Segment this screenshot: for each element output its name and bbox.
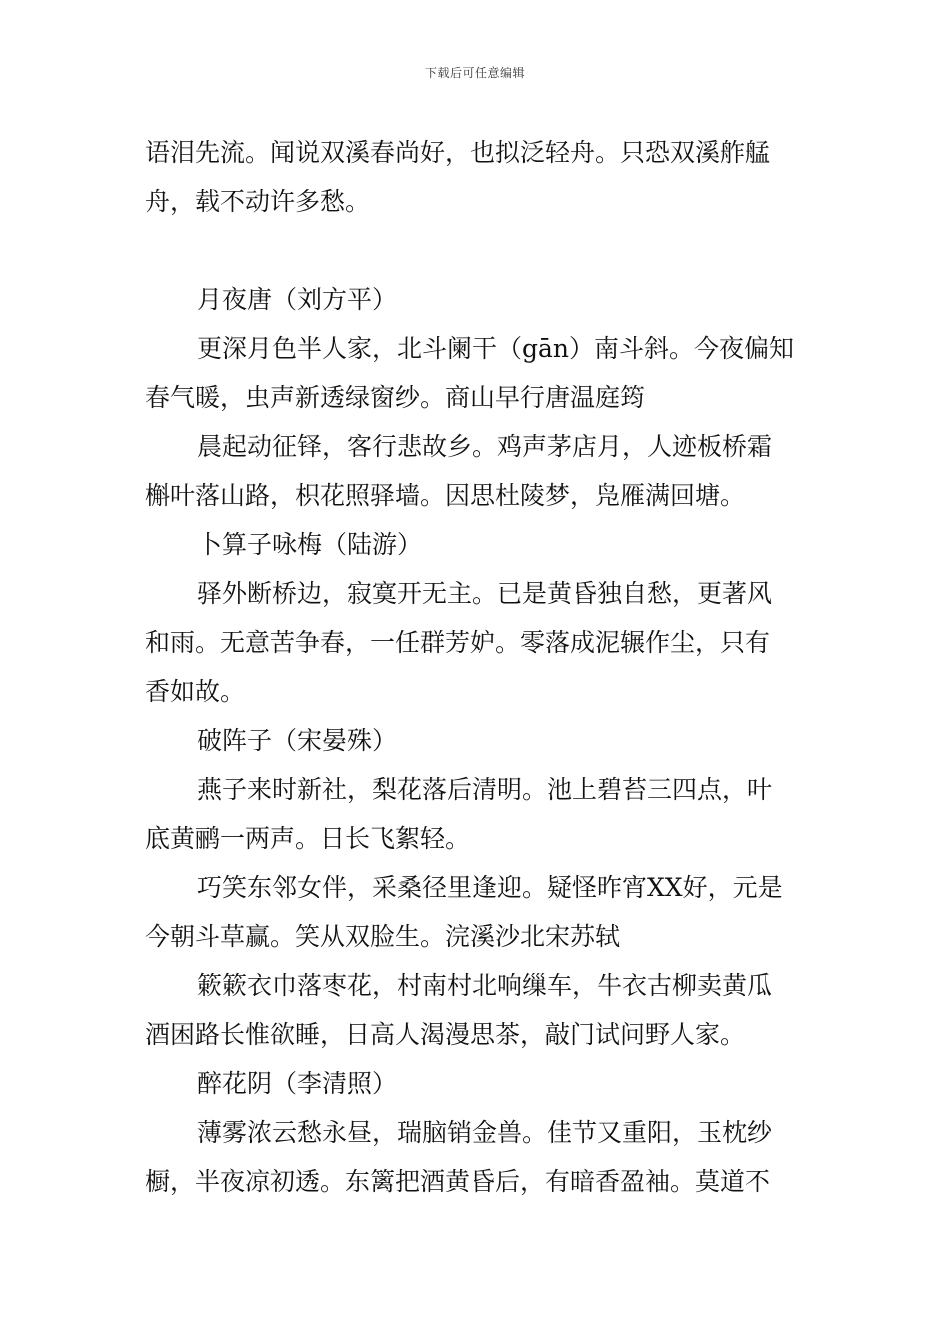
text-line: 破阵子（宋晏殊） bbox=[197, 726, 398, 755]
text-line: 月夜唐（刘方平） bbox=[197, 285, 398, 314]
text-line: 醉花阴（李清照） bbox=[197, 1069, 398, 1098]
text-line: 燕子来时新社，梨花落后清明。池上碧苔三四点，叶 bbox=[197, 775, 773, 804]
text-line: 薄雾浓云愁永昼，瑞脑销金兽。佳节又重阳，玉枕纱 bbox=[197, 1118, 773, 1147]
text-line: 和雨。无意苦争春，一任群芳妒。零落成泥辗作尘，只有 bbox=[145, 628, 771, 657]
page-header: 下载后可任意编辑 bbox=[424, 66, 525, 80]
text-line: 底黄鹂一两声。日长飞絮轻。 bbox=[145, 824, 471, 853]
text-line: 舟，载不动许多愁。 bbox=[145, 187, 371, 216]
text-line: 香如故。 bbox=[145, 677, 246, 706]
text-line: 槲叶落山路，枳花照驿墙。因思杜陵梦，凫雁满回塘。 bbox=[145, 481, 746, 510]
blank-line bbox=[145, 226, 810, 275]
text-line: 酒困路长惟欲睡，日高人渴漫思茶，敲门试问野人家。 bbox=[145, 1020, 746, 1049]
text-line: 卜算子咏梅（陆游） bbox=[197, 530, 423, 559]
text-line: 晨起动征铎，客行悲故乡。鸡声茅店月，人迹板桥霜 bbox=[197, 432, 773, 461]
text-line: 驿外断桥边，寂寞开无主。已是黄昏独自愁，更著风 bbox=[197, 579, 773, 608]
text-line: 语泪先流。闻说双溪春尚好，也拟泛轻舟。只恐双溪舴艋 bbox=[145, 138, 771, 167]
document-body bbox=[145, 128, 810, 1206]
text-line: 更深月色半人家，北斗阑干（gān）南斗斜。今夜偏知 bbox=[197, 334, 795, 363]
text-line: 橱，半夜凉初透。东篱把酒黄昏后，有暗香盈袖。莫道不 bbox=[145, 1167, 771, 1196]
text-line: 春气暖，虫声新透绿窗纱。商山早行唐温庭筠 bbox=[145, 383, 646, 412]
text-line: 簌簌衣巾落枣花，村南村北响缫车，牛衣古柳卖黄瓜 bbox=[197, 971, 773, 1000]
text-line: 巧笑东邻女伴，采桑径里逢迎。疑怪昨宵XX好，元是 bbox=[197, 873, 783, 902]
text-line: 今朝斗草赢。笑从双脸生。浣溪沙北宋苏轼 bbox=[145, 922, 621, 951]
